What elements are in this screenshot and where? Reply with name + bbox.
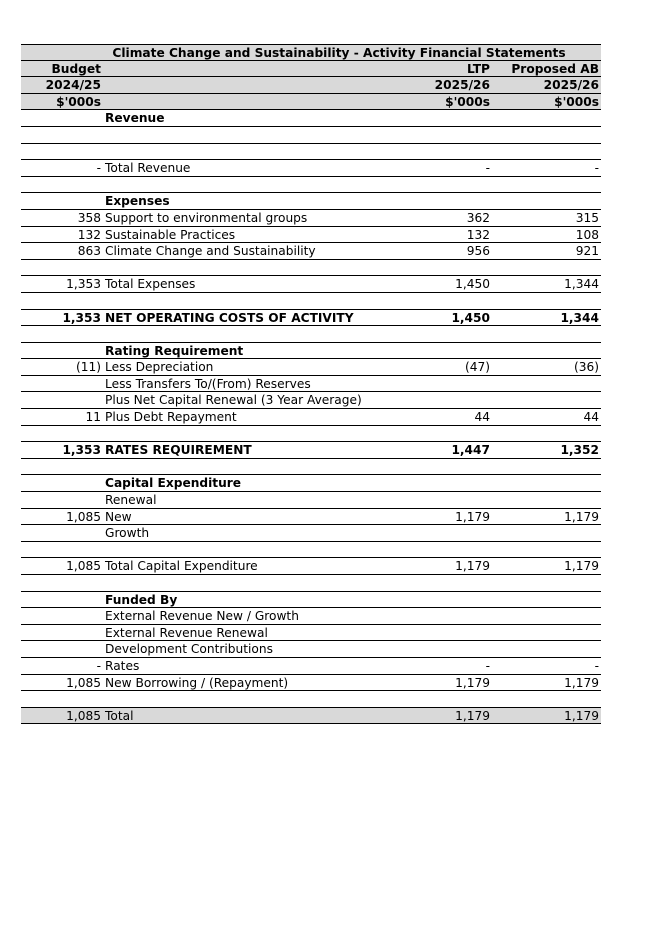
budget-year: 2024/25 bbox=[45, 78, 101, 93]
budget-cell: 1,353 bbox=[62, 443, 101, 458]
table-row bbox=[21, 376, 601, 393]
proposed-ab-cell: 1,179 bbox=[564, 509, 599, 524]
ltp-cell: - bbox=[485, 161, 490, 176]
proposed-ab-cell: 315 bbox=[575, 210, 599, 225]
ltp-cell: 1,179 bbox=[455, 509, 490, 524]
table-row bbox=[21, 243, 601, 260]
ltp-cell: 1,447 bbox=[451, 443, 490, 458]
budget-cell: 358 bbox=[77, 210, 101, 225]
table-row bbox=[21, 227, 601, 244]
table-row bbox=[21, 310, 601, 327]
table-row bbox=[21, 110, 601, 127]
budget-cell: 1,085 bbox=[66, 509, 101, 524]
label-cell: Renewal bbox=[105, 493, 157, 508]
proposed-ab-year: 2025/26 bbox=[543, 78, 599, 93]
ltp-cell: 44 bbox=[474, 410, 490, 425]
table-row bbox=[21, 625, 601, 642]
table-row bbox=[21, 210, 601, 227]
ltp-cell: 1,450 bbox=[451, 310, 490, 325]
label-cell: Funded By bbox=[105, 592, 178, 607]
table-row bbox=[21, 442, 601, 459]
proposed-ab-cell: 1,179 bbox=[564, 708, 599, 723]
table-row bbox=[21, 658, 601, 675]
budget-cell: - bbox=[96, 161, 101, 176]
label-cell: Climate Change and Sustainability bbox=[105, 244, 316, 259]
table-row bbox=[21, 675, 601, 692]
header-row-1 bbox=[21, 61, 601, 78]
table-row bbox=[21, 293, 601, 310]
label-cell: Total Revenue bbox=[105, 161, 191, 176]
budget-cell: 1,353 bbox=[66, 277, 101, 292]
table-row bbox=[21, 608, 601, 625]
label-cell: Rating Requirement bbox=[105, 343, 244, 358]
label-cell: Revenue bbox=[105, 111, 165, 126]
label-cell: Expenses bbox=[105, 194, 170, 209]
label-cell: External Revenue Renewal bbox=[105, 625, 268, 640]
proposed-ab-header: Proposed AB bbox=[511, 61, 599, 76]
budget-cell: 1,085 bbox=[66, 708, 101, 723]
ltp-cell: - bbox=[485, 658, 490, 673]
table-row bbox=[21, 193, 601, 210]
label-cell: Total Expenses bbox=[105, 277, 196, 292]
ltp-cell: 1,179 bbox=[455, 675, 490, 690]
table-row bbox=[21, 392, 601, 409]
table-row bbox=[21, 641, 601, 658]
budget-cell: 11 bbox=[85, 410, 101, 425]
table-row bbox=[21, 343, 601, 360]
table-row bbox=[21, 475, 601, 492]
label-cell: Less Transfers To/(From) Reserves bbox=[105, 376, 311, 391]
proposed-ab-cell: - bbox=[594, 161, 599, 176]
proposed-ab-cell: 921 bbox=[575, 244, 599, 259]
table-row bbox=[21, 359, 601, 376]
table-row bbox=[21, 558, 601, 575]
table-row bbox=[21, 409, 601, 426]
proposed-ab-cell: 108 bbox=[575, 227, 599, 242]
budget-unit: $'000s bbox=[56, 94, 101, 109]
table-row bbox=[21, 144, 601, 161]
ltp-cell: 1,450 bbox=[455, 277, 490, 292]
budget-cell: 1,085 bbox=[66, 675, 101, 690]
proposed-ab-cell: 1,344 bbox=[560, 310, 599, 325]
ltp-header: LTP bbox=[467, 61, 490, 76]
budget-cell: 1,353 bbox=[62, 310, 101, 325]
table-row bbox=[21, 575, 601, 592]
label-cell: Support to environmental groups bbox=[105, 210, 308, 225]
header-row-2 bbox=[21, 77, 601, 94]
proposed-ab-cell: 1,344 bbox=[564, 277, 599, 292]
label-cell: New bbox=[105, 509, 132, 524]
table-row bbox=[21, 459, 601, 476]
table-row bbox=[21, 326, 601, 343]
ltp-cell: 1,179 bbox=[455, 559, 490, 574]
budget-cell: 1,085 bbox=[66, 559, 101, 574]
proposed-ab-cell: 1,179 bbox=[564, 675, 599, 690]
table-title: Climate Change and Sustainability - Activity Financial Statements bbox=[112, 46, 566, 60]
table-row bbox=[21, 525, 601, 542]
label-cell: Development Contributions bbox=[105, 642, 273, 657]
table-row bbox=[21, 260, 601, 277]
table-row bbox=[21, 592, 601, 609]
label-cell: RATES REQUIREMENT bbox=[105, 443, 252, 458]
label-cell: Total Capital Expenditure bbox=[105, 559, 258, 574]
label-cell: New Borrowing / (Repayment) bbox=[105, 675, 289, 690]
label-cell: Plus Net Capital Renewal (3 Year Average) bbox=[105, 393, 362, 408]
budget-cell: 132 bbox=[77, 227, 101, 242]
label-cell: Less Depreciation bbox=[105, 360, 214, 375]
budget-header: Budget bbox=[51, 61, 101, 76]
table-row bbox=[21, 708, 601, 725]
table-row bbox=[21, 426, 601, 443]
ltp-cell: 956 bbox=[466, 244, 490, 259]
budget-cell: - bbox=[96, 658, 101, 673]
table-body bbox=[21, 110, 601, 724]
budget-cell: (11) bbox=[75, 360, 101, 375]
ltp-year: 2025/26 bbox=[434, 78, 490, 93]
proposed-ab-cell: 1,179 bbox=[564, 559, 599, 574]
budget-cell: 863 bbox=[77, 244, 101, 259]
ltp-cell: 362 bbox=[466, 210, 490, 225]
table-row bbox=[21, 177, 601, 194]
label-cell: Total bbox=[105, 708, 134, 723]
ltp-cell: (47) bbox=[464, 360, 490, 375]
label-cell: Capital Expenditure bbox=[105, 476, 242, 491]
proposed-ab-cell: - bbox=[594, 658, 599, 673]
table-row bbox=[21, 509, 601, 526]
table-title-row bbox=[21, 44, 601, 61]
label-cell: NET OPERATING COSTS OF ACTIVITY bbox=[105, 310, 354, 325]
label-cell: Growth bbox=[105, 526, 150, 541]
table-row bbox=[21, 160, 601, 177]
table-row bbox=[21, 276, 601, 293]
proposed-ab-cell: 1,352 bbox=[560, 443, 599, 458]
financial-statement-table bbox=[21, 44, 601, 724]
ltp-cell: 1,179 bbox=[455, 708, 490, 723]
table-row bbox=[21, 127, 601, 144]
proposed-ab-cell: (36) bbox=[573, 360, 599, 375]
label-cell: Rates bbox=[105, 658, 140, 673]
table-row bbox=[21, 542, 601, 559]
header-row-3 bbox=[21, 94, 601, 111]
table-row bbox=[21, 691, 601, 708]
table-row bbox=[21, 492, 601, 509]
proposed-ab-unit: $'000s bbox=[554, 94, 599, 109]
label-cell: Plus Debt Repayment bbox=[105, 410, 237, 425]
ltp-cell: 132 bbox=[466, 227, 490, 242]
ltp-unit: $'000s bbox=[445, 94, 490, 109]
label-cell: Sustainable Practices bbox=[105, 227, 236, 242]
label-cell: External Revenue New / Growth bbox=[105, 609, 299, 624]
proposed-ab-cell: 44 bbox=[583, 410, 599, 425]
